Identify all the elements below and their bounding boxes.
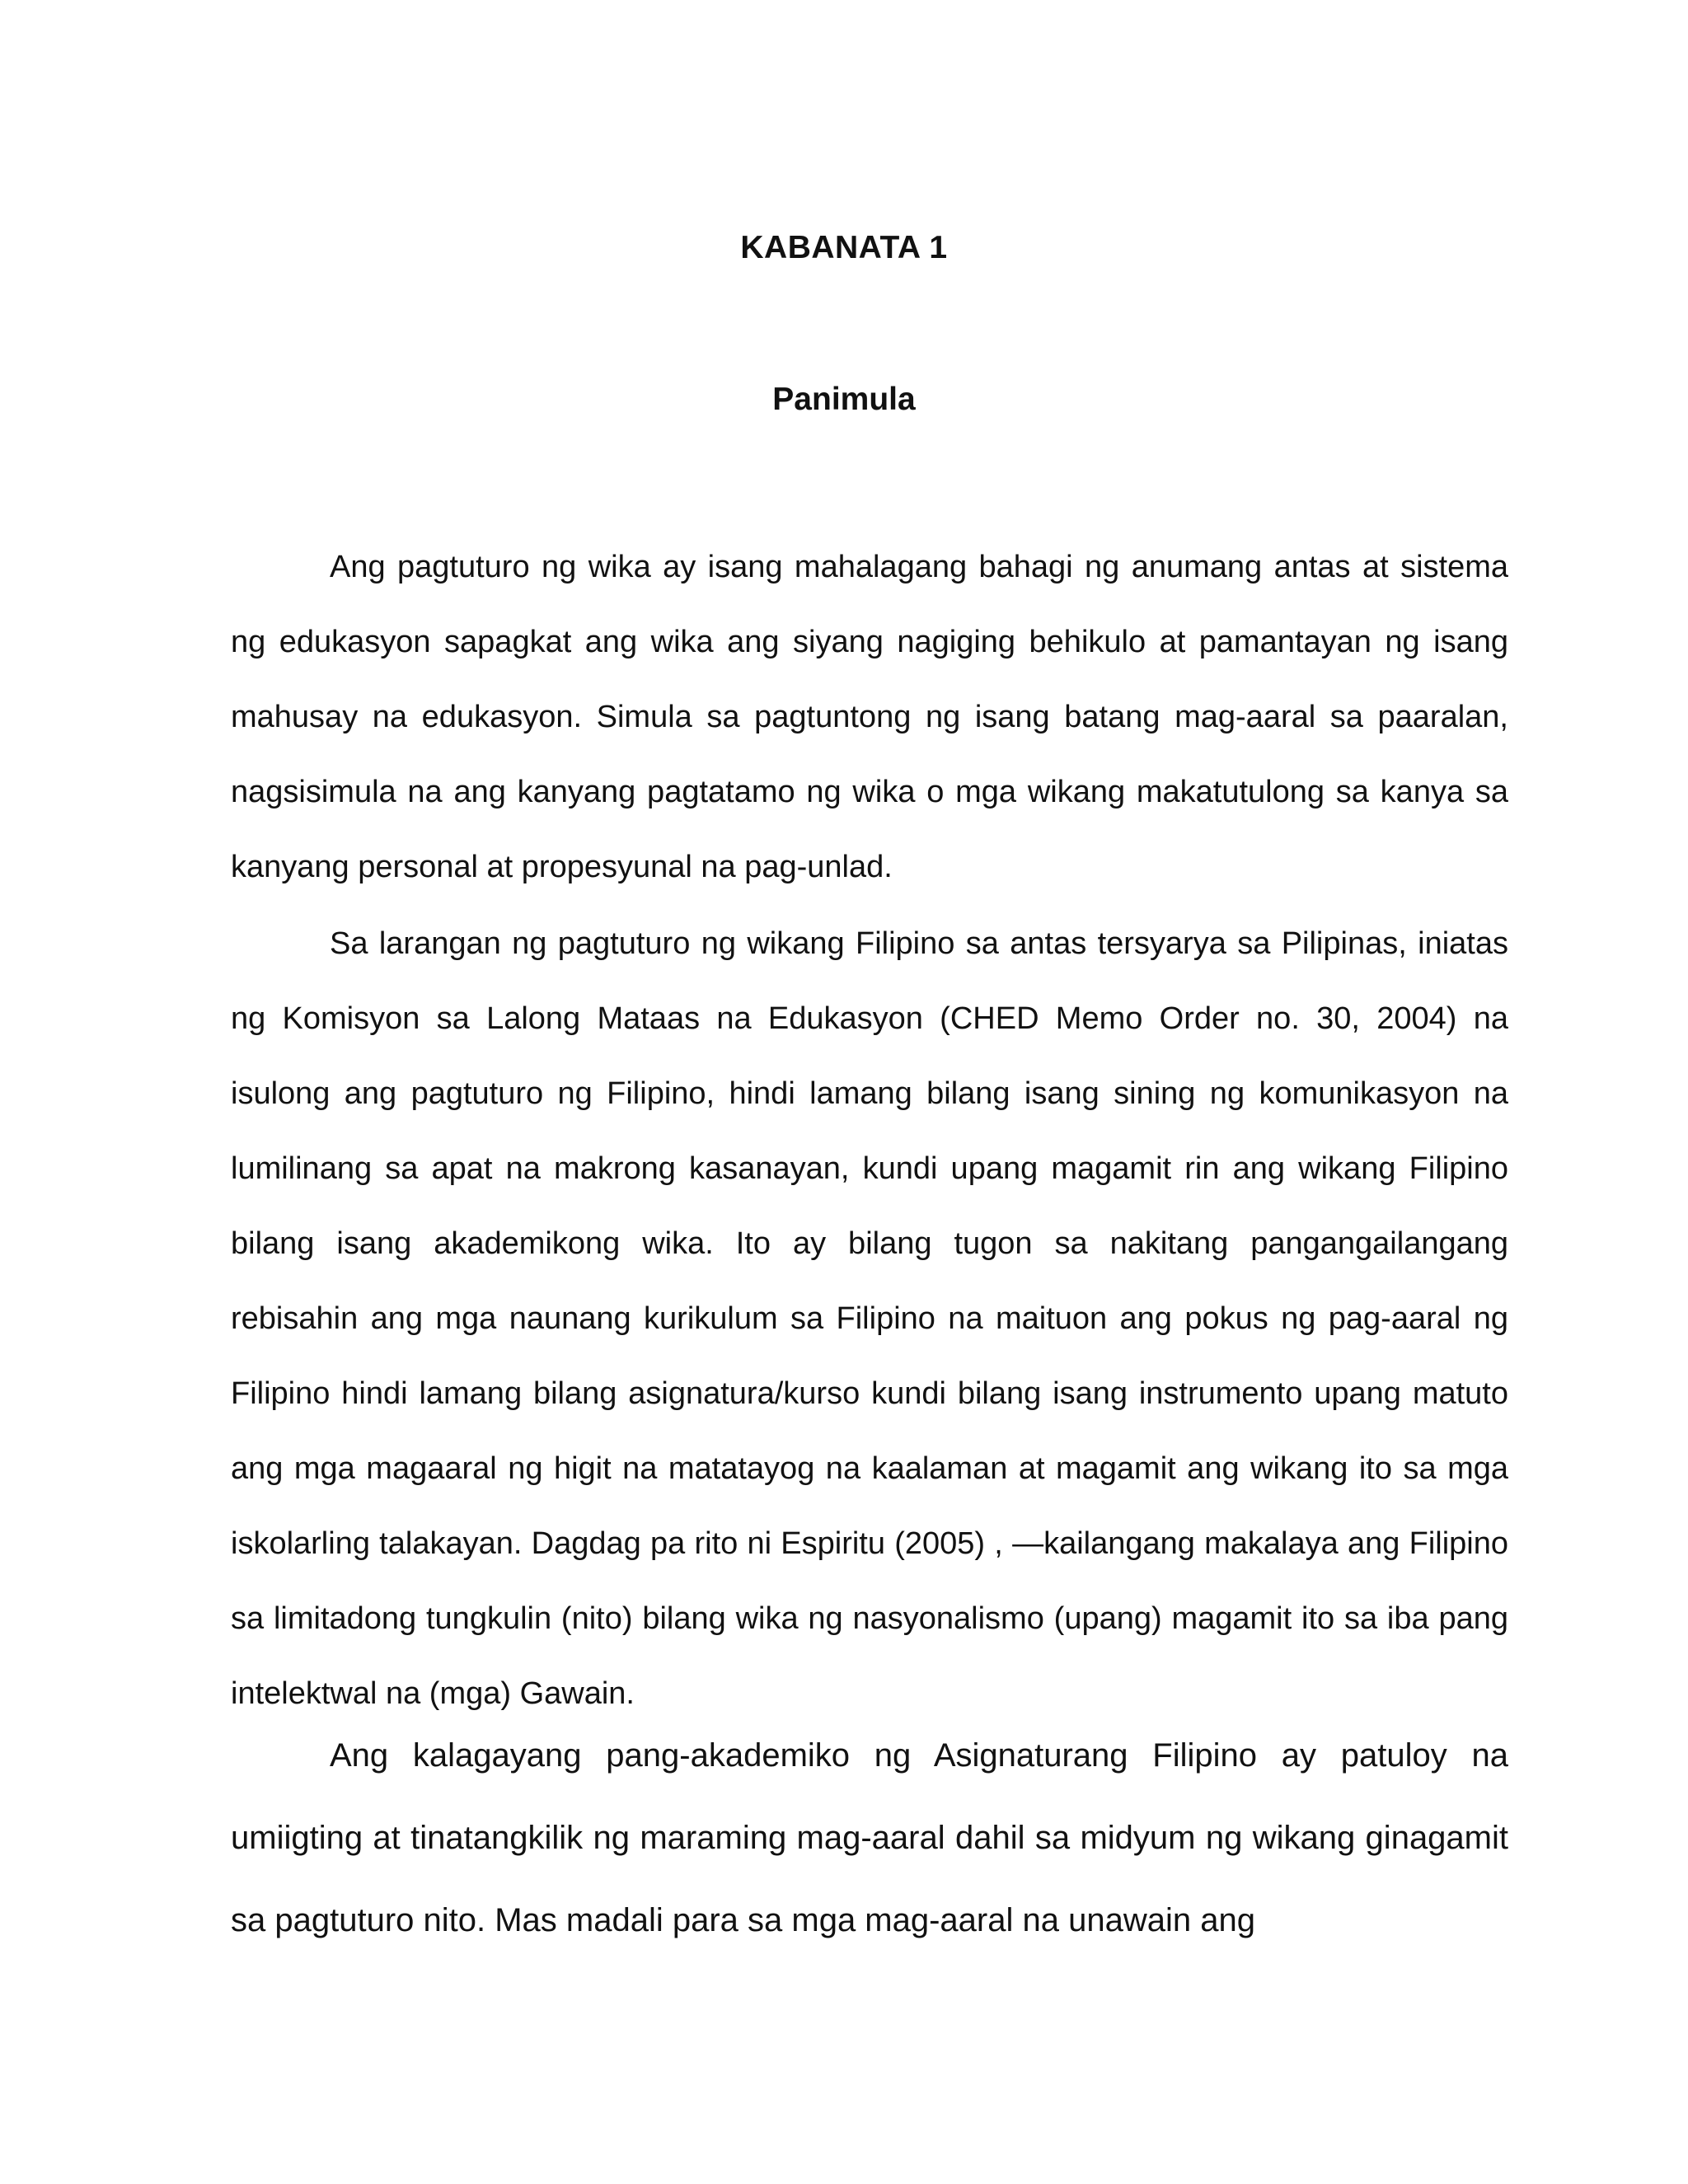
paragraph-3-block <box>231 1714 1508 1961</box>
paragraph-2-block <box>231 907 1508 1732</box>
chapter-heading: KABANATA 1 <box>740 230 948 265</box>
paragraph-1-block <box>231 530 1508 905</box>
paragraph-3: Ang kalagayang pang-akademiko ng Asignaturang Filipino ay patuloy na umiigting at tinatangkilik ng maraming mag-aaral dahil sa midyum ng wikang ginagamit sa pagtuturo nito. Mas madali para sa mga mag-aaral na unawain ang <box>231 1737 1508 1938</box>
paragraph-2: Sa larangan ng pagtuturo ng wikang Filipino sa antas tersyarya sa Pilipinas, iniatas ng Komisyon sa Lalong Mataas na Edukasyon (CHED Memo Order no. 30, 2004) na isulong ang pagtuturo ng Filipino, hindi lamang bilang isang sining ng komunikasyon na lumilinang sa apat na makrong kasanayan, kundi upang magamit rin ang wikang Filipino bilang isang akademikong wika. Ito ay bilang tugon sa nakitang pangangailangang rebisahin ang mga naunang kurikulum sa Filipino na maituon ang pokus ng pag-aaral ng Filipino hindi lamang bilang asignatura/kurso kundi bilang isang instrumento upang matuto ang mga magaaral ng higit na matatayog na kaalaman at magamit ang wikang ito sa mga iskolarling talakayan. Dagdag pa rito ni Espiritu (2005) , —kailangang makalaya ang Filipino sa limitadong tungkulin (nito) bilang wika ng nasyonalismo (upang) magamit ito sa iba pang intelektwal na (mga) Gawain. <box>231 926 1508 1711</box>
paragraph-1: Ang pagtuturo ng wika ay isang mahalagang bahagi ng anumang antas at sistema ng edukasyon sapagkat ang wika ang siyang nagiging behikulo at pamantayan ng isang mahusay na edukasyon. Simula sa pagtuntong ng isang batang mag-aaral sa paaralan, nagsisimula na ang kanyang pagtatamo ng wika o mga wikang makatutulong sa kanya sa kanyang personal at propesyunal na pag-unlad. <box>231 550 1508 884</box>
section-title: Panimula <box>772 382 916 417</box>
